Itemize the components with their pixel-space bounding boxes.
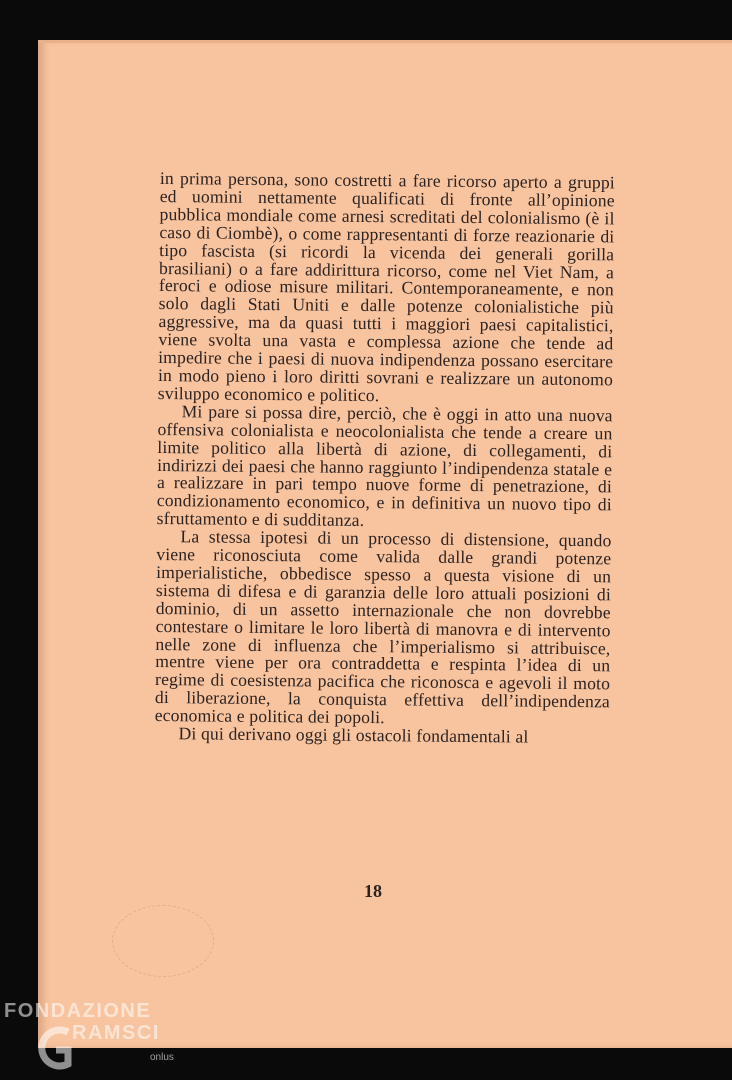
watermark-line-2: RAMSCI bbox=[72, 1022, 160, 1044]
body-text bbox=[154, 170, 614, 747]
paragraph-4: Di qui derivano oggi gli ostacoli fondamentali al bbox=[178, 723, 529, 747]
page-top-edge bbox=[38, 40, 732, 43]
paragraph-3: La stessa ipotesi di un processo di distensione, quando viene riconosciuta come valida dalle grandi potenze imperialistiche, obbedisce spesso a questa visione di un sistema di difesa e di garanzia delle loro attuali posizioni di dominio, di un assetto internazionale che non dovrebbe contestare o limitare le loro libertà di manovra e di intervento nelle zone di influenza che l’imperialismo si attribuisce, mentre viene per ora contraddetta e respinta l’idea di un regime di coesistenza pacifica che riconosca e agevoli il moto di liberazione, la conquista effettiva dell’indipendenza economica e politica dei popoli. bbox=[154, 526, 612, 728]
watermark-onlus: onlus bbox=[150, 1052, 174, 1063]
faded-stamp bbox=[112, 905, 214, 977]
paragraph-1: in prima persona, sono costretti a fare ricorso aperto a gruppi ed uomini nettamente qualificati di fronte all’opinione pubblica mondiale come arnesi screditati del colonialismo (è il caso di Ciombè), o come rappresentanti di forze reazionarie di tipo fascista (si ricordi la vicenda dei generali gorilla brasiliani) o a fare addirittura ricorso, come nel Viet Nam, a feroci e odiose misure militari. Contemporaneamente, e non solo dagli Stati Uniti e dalle potenze colonialistiche più aggressive, ma da quasi tutti i maggiori paesi capitalistici, viene svolta una vasta e complessa azione che tende ad impedire che i paesi di nuova indipendenza possano esercitare in modo pieno i loro diritti sovrani e realizzare un autonomo sviluppo economico e politico. bbox=[157, 168, 615, 405]
watermark-line-1: FONDAZIONE bbox=[4, 1000, 152, 1022]
fondazione-gramsci-watermark bbox=[4, 1000, 204, 1080]
paragraph-2: Mi pare si possa dire, perciò, che è oggi in atto una nuova offensiva colonialista e neocolonialista che tende a creare un limite politico alla libertà di azione, di collegamenti, di indirizzi dei paesi che hanno raggiunto l’indipendenza statale e a realizzare in pari tempo nuove forme di penetrazione, di condizionamento economico, e in definitiva un nuovo tipo di sfruttamento e di sudditanza. bbox=[156, 401, 613, 531]
page-number: 18 bbox=[364, 881, 382, 901]
